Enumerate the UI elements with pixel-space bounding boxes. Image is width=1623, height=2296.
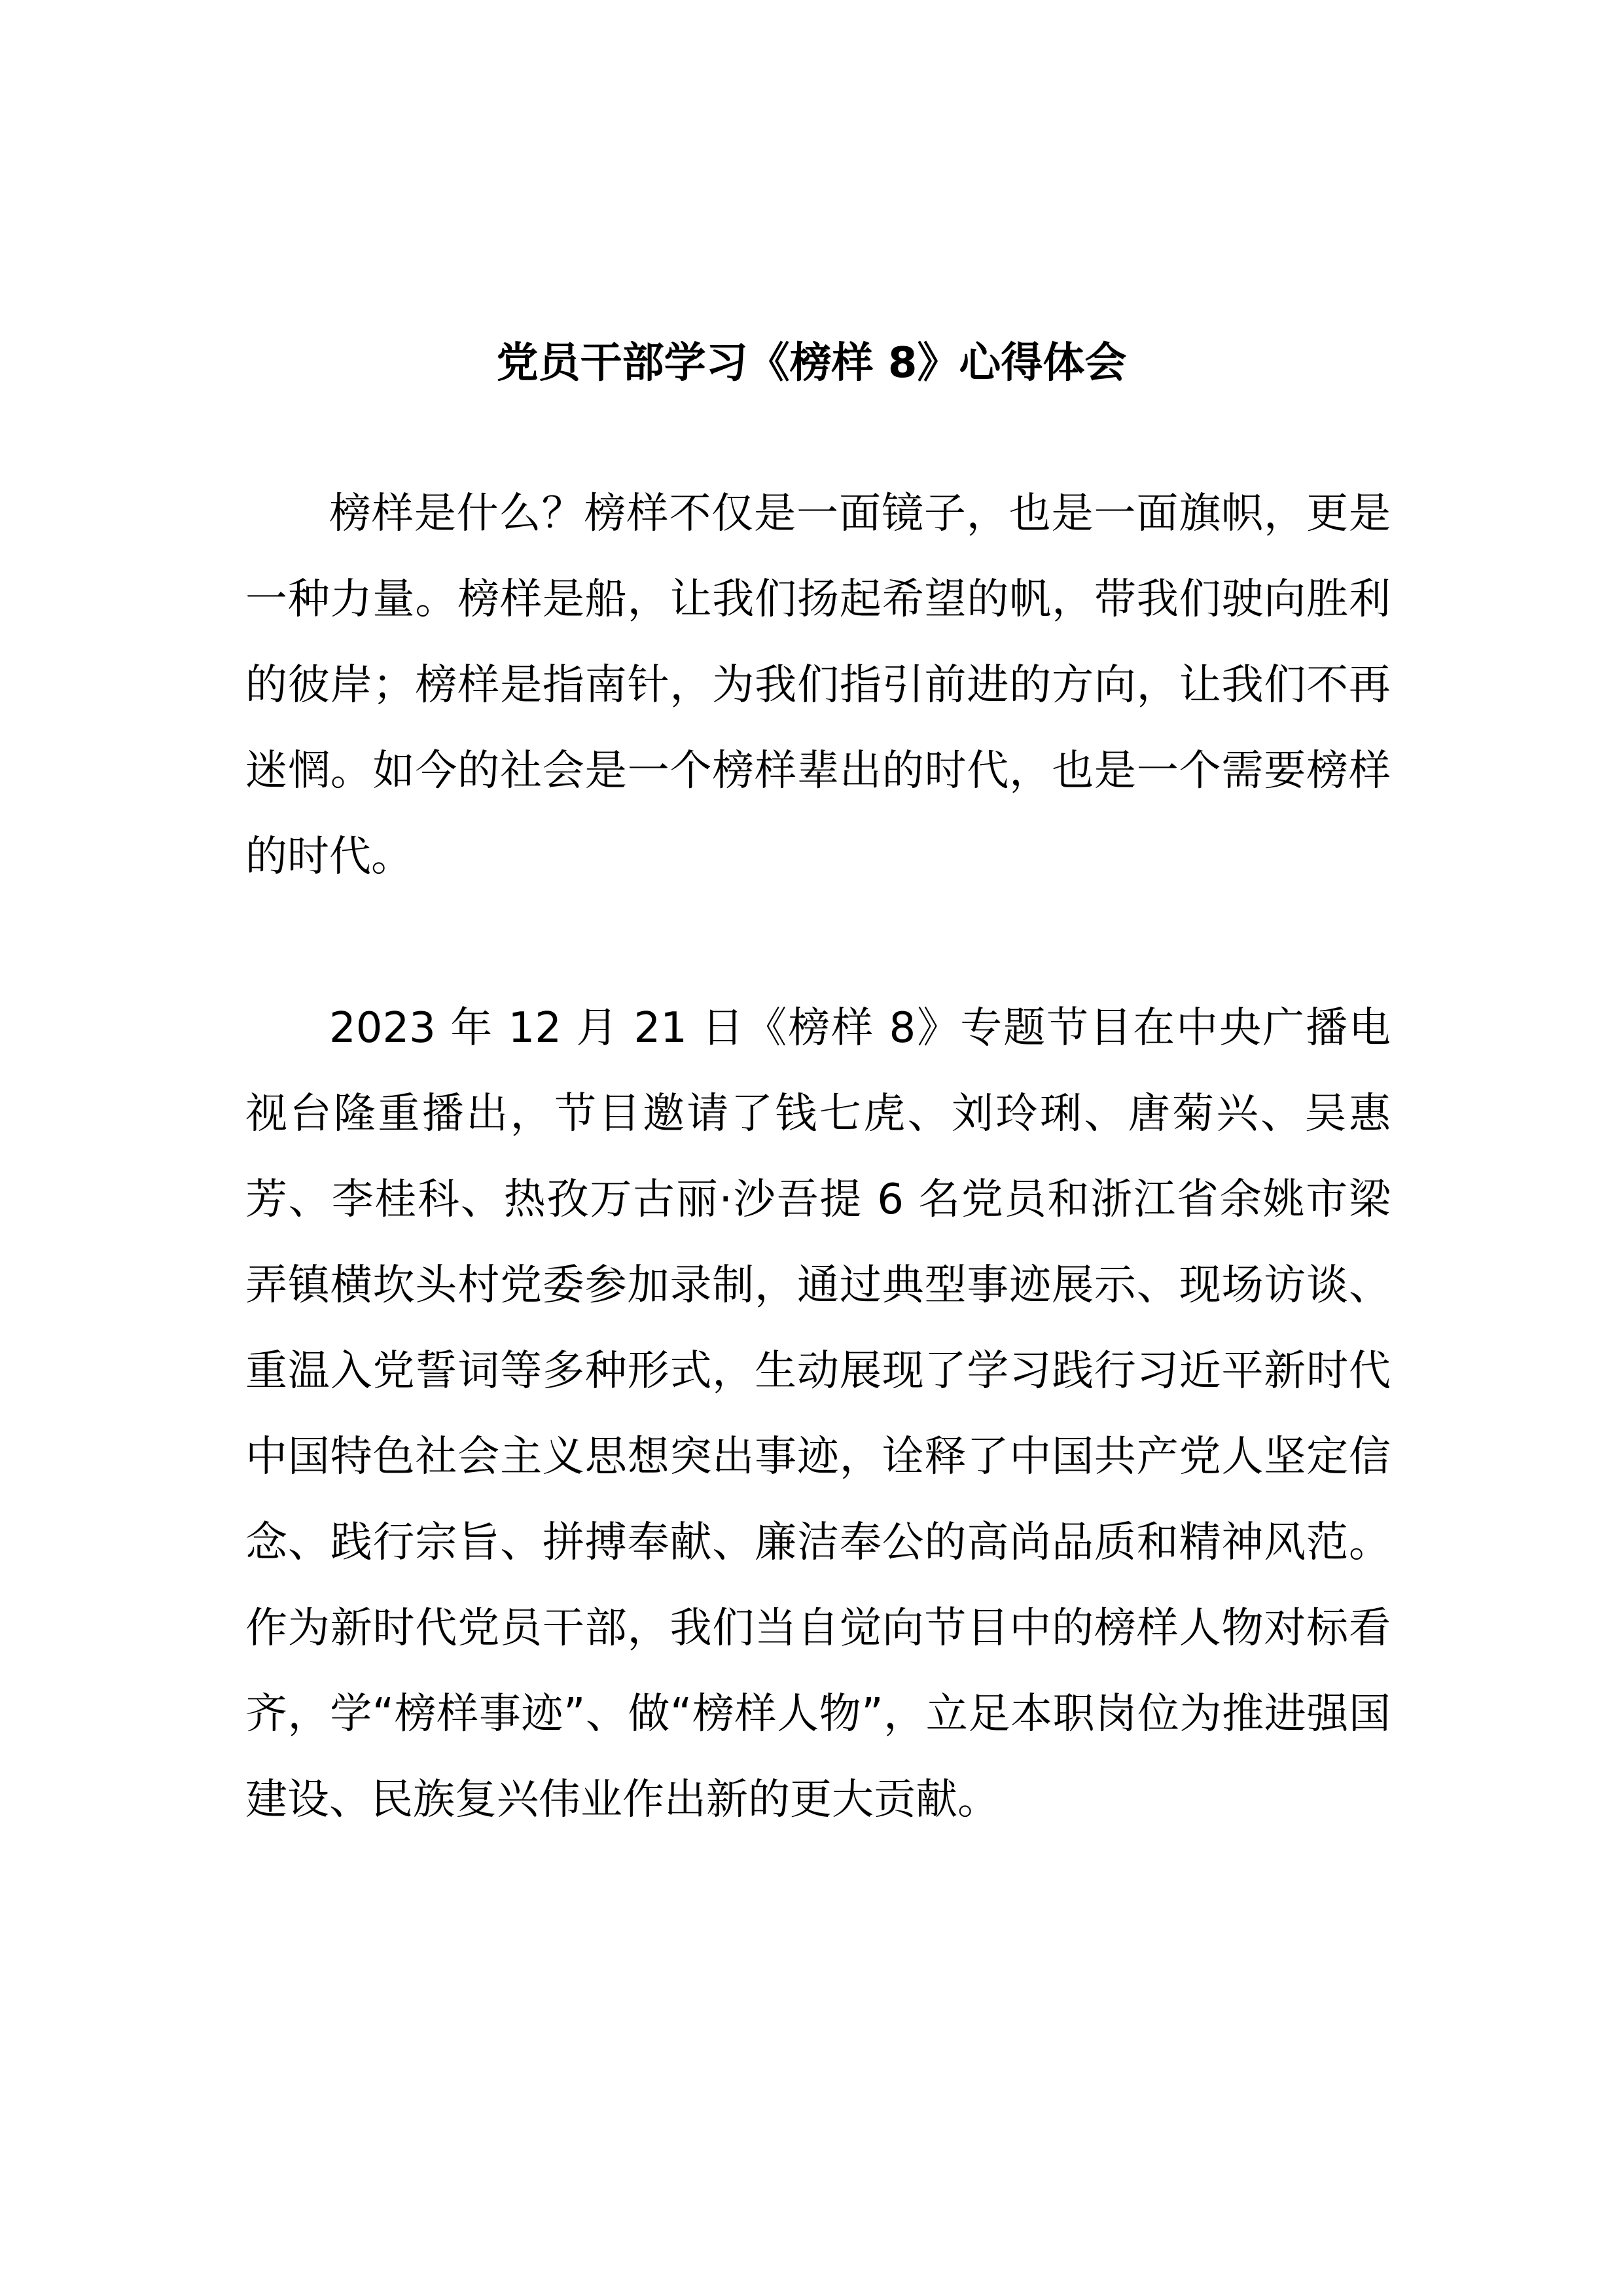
paragraph-1: 榜样是什么？榜样不仅是一面镜子，也是一面旗帜，更是一种力量。榜样是船，让我们扬起希望的帆，带我们驶向胜利的彼岸；榜样是指南针，为我们指引前进的方向，让我们不再迷惘。如今的社会是一个榜样辈出的时代，也是一个需要榜样的时代。 bbox=[245, 490, 1391, 881]
document-body bbox=[245, 471, 1391, 1843]
paragraph-2: 2023 年 12 月 21 日《榜样 8》专题节目在中央广播电视台隆重播出，节目邀请了钱七虎、刘玲琍、唐菊兴、吴惠芳、李桂科、热孜万古丽·沙吾提 6 名党员和浙江省余姚市梁弄镇横坎头村党委参加录制，通过典型事迹展示、现场访谈、重温入党誓词等多种形式，生动展现了学习践行习近平新时代中国特色社会主义思想突出事迹，诠释了中国共产党人坚定信念、践行宗旨、拼搏奉献、廉洁奉公的高尚品质和精神风范。作为新时代党员干部，我们当自觉向节目中的榜样人物对标看齐，学“榜样事迹”、做“榜样人物”，立足本职岗位为推进强国建设、民族复兴伟业作出新的更大贡献。 bbox=[245, 1004, 1391, 1824]
document-title: 党员干部学习《榜样 8》心得体会 bbox=[496, 339, 1127, 387]
